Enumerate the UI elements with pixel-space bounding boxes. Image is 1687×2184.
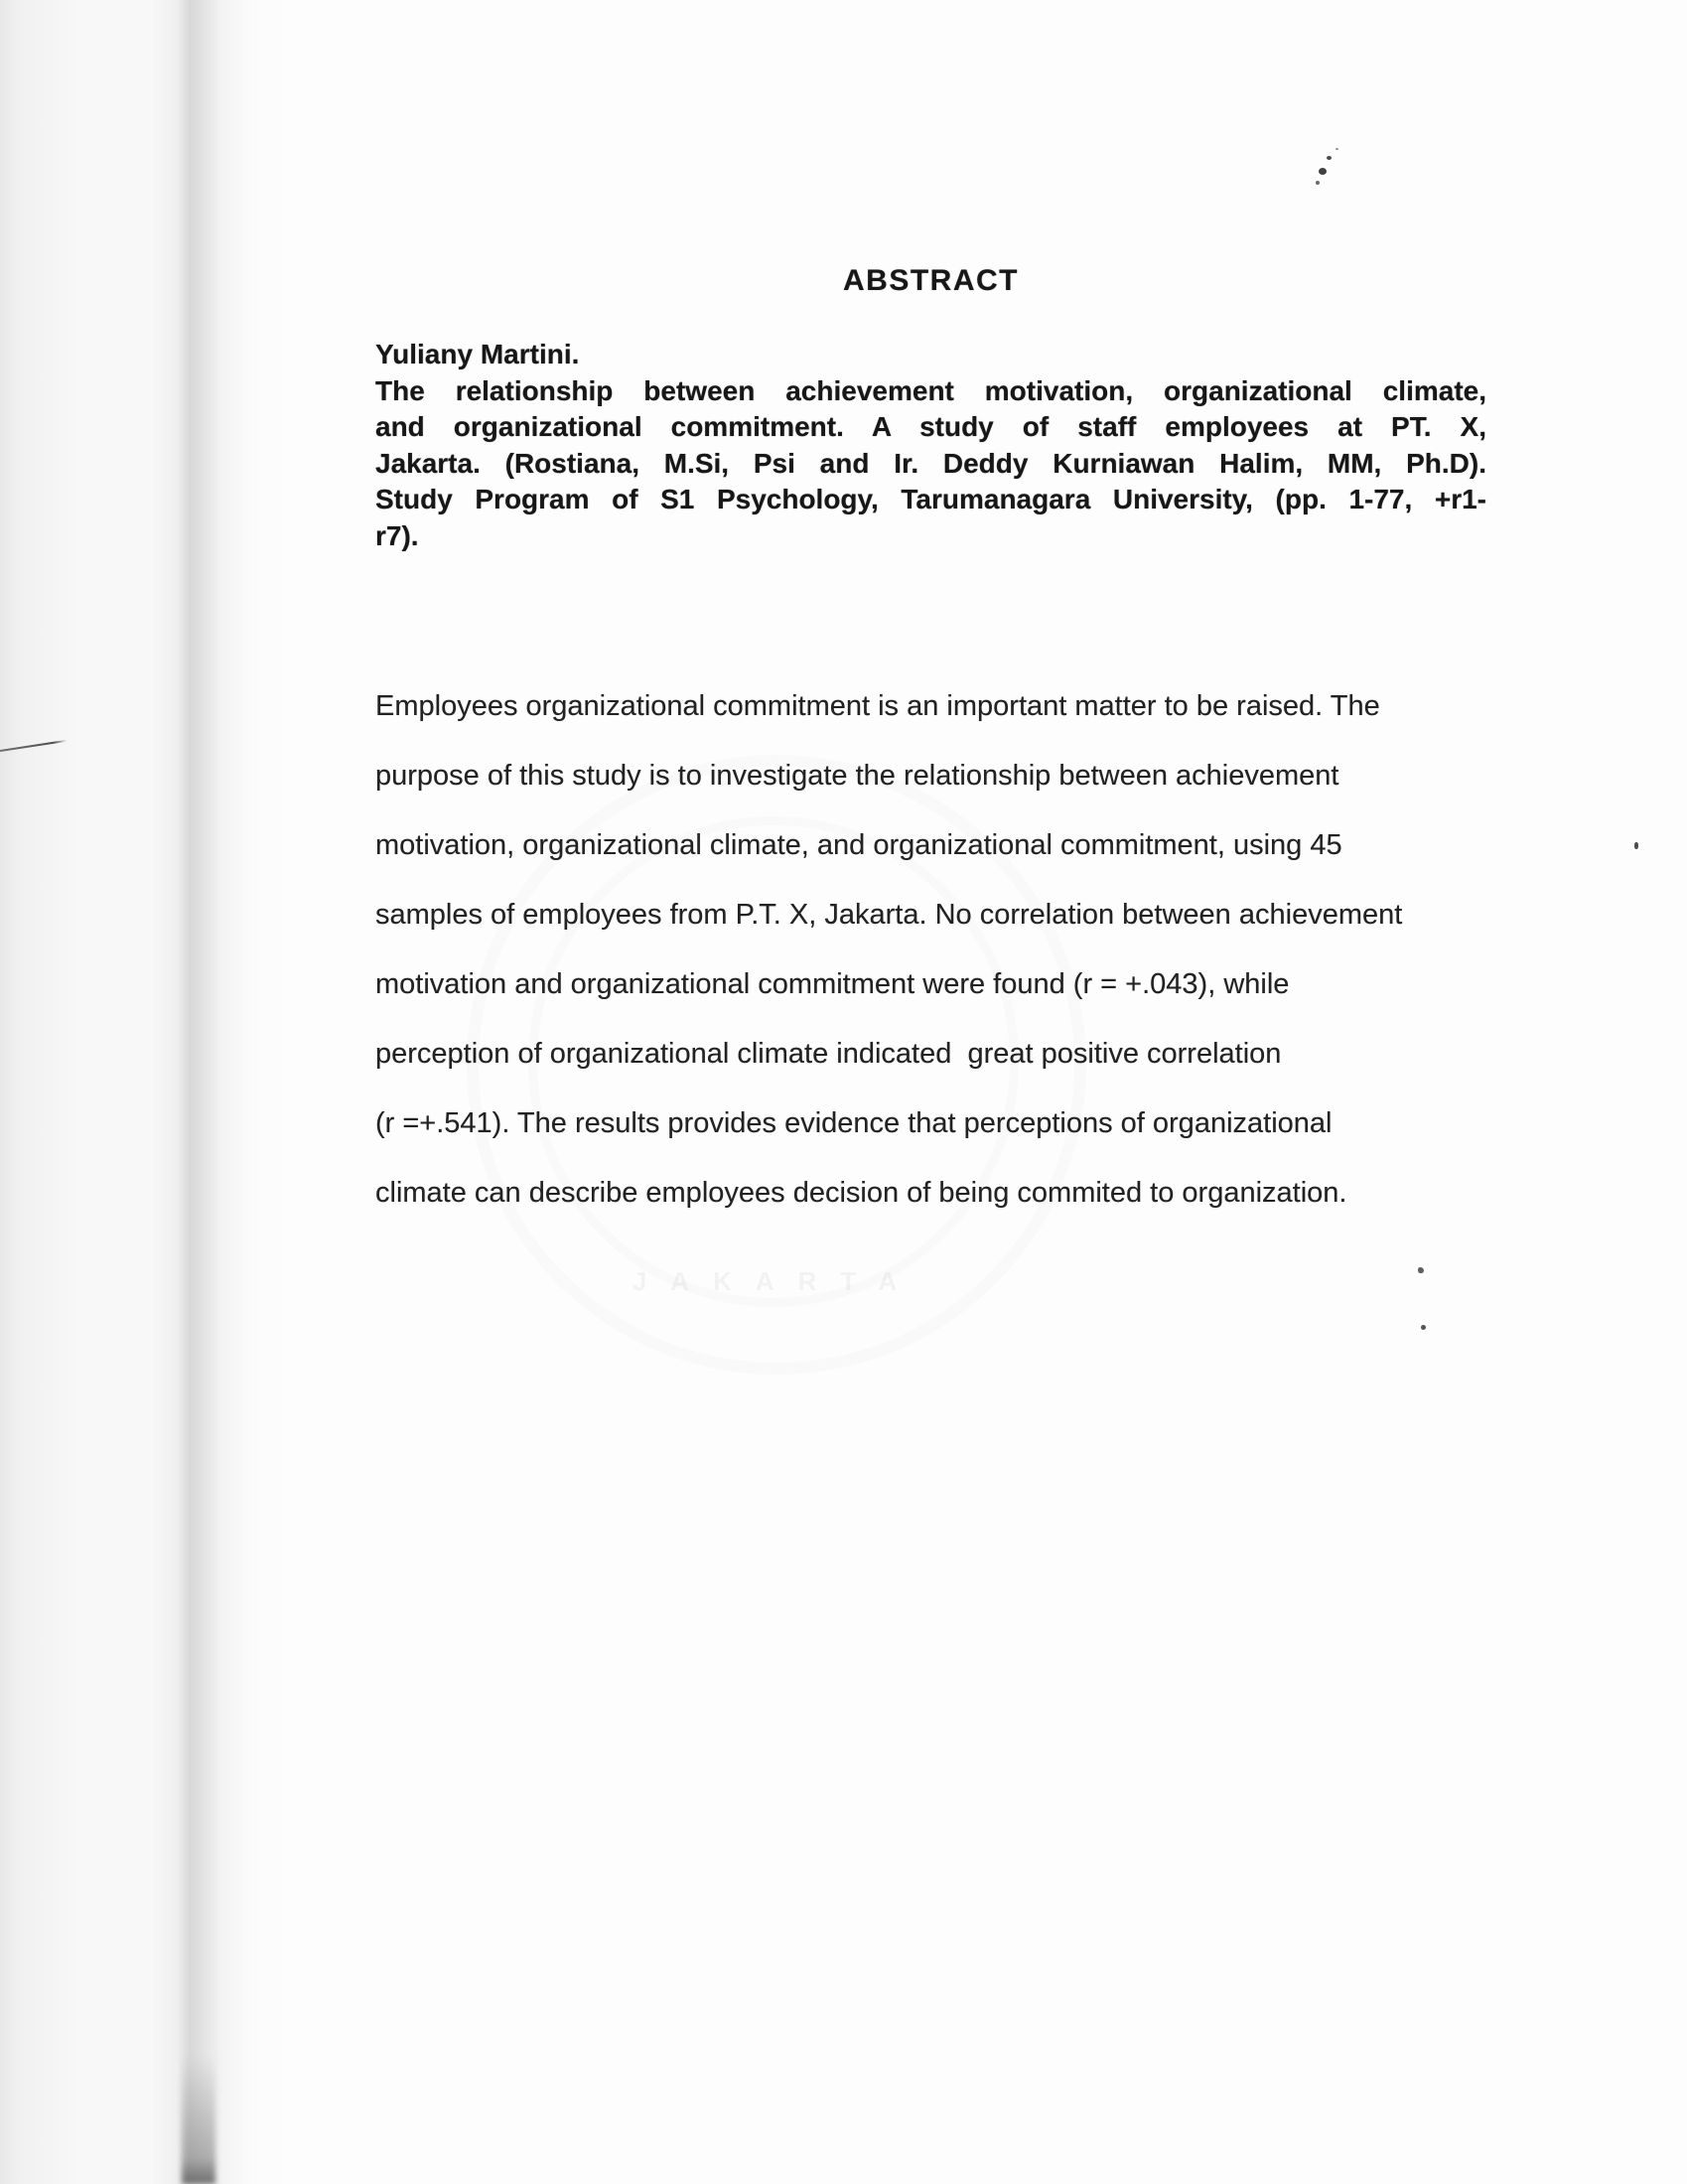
abstract-body-line: motivation and organizational commitment were found (r = +.043), while (375, 968, 1290, 1000)
citation-line: r7). (375, 519, 419, 551)
citation-line: Jakarta. (Rostiana, M.Si, Psi and Ir. Deddy Kurniawan Halim, MM, Ph.D). (375, 447, 1486, 479)
citation-line: Study Program of S1 Psychology, Tarumanagara University, (pp. 1-77, +r1- (375, 484, 1486, 515)
ink-speck (1327, 156, 1332, 160)
ink-speck (1336, 148, 1338, 150)
abstract-body (375, 671, 1486, 1228)
watermark-text: JAKARTA (632, 1266, 921, 1296)
thesis-citation-block (375, 337, 1486, 555)
author-name: Yuliany Martini. (375, 339, 580, 369)
scan-gutter-shadow (0, 0, 290, 2184)
abstract-body-line: motivation, organizational climate, and organizational commitment, using 45 (375, 829, 1342, 861)
abstract-body-line: perception of organizational climate indicated great positive correlation (375, 1038, 1282, 1070)
abstract-heading: ABSTRACT (843, 264, 1019, 297)
citation-line: and organizational commitment. A study of staff employees at PT. X, (375, 411, 1486, 443)
ink-speck (1634, 842, 1638, 849)
ink-speck (1421, 1325, 1426, 1330)
scan-gutter-shadow-bottom (182, 2055, 215, 2184)
abstract-body-line: samples of employees from P.T. X, Jakarta. No correlation between achievement (375, 899, 1403, 931)
citation-line: The relationship between achievement motivation, organizational climate, (375, 374, 1486, 406)
ink-speck (1316, 181, 1320, 185)
abstract-body-line: (r =+.541). The results provides evidence that perceptions of organizational (375, 1107, 1333, 1139)
abstract-body-line: Employees organizational commitment is an important matter to be raised. The (375, 690, 1380, 722)
abstract-body-line: purpose of this study is to investigate the relationship between achievement (375, 760, 1339, 792)
ink-speck (1418, 1267, 1424, 1273)
ink-speck (1319, 168, 1327, 175)
abstract-body-line: climate can describe employees decision of being commited to organization. (375, 1177, 1347, 1209)
